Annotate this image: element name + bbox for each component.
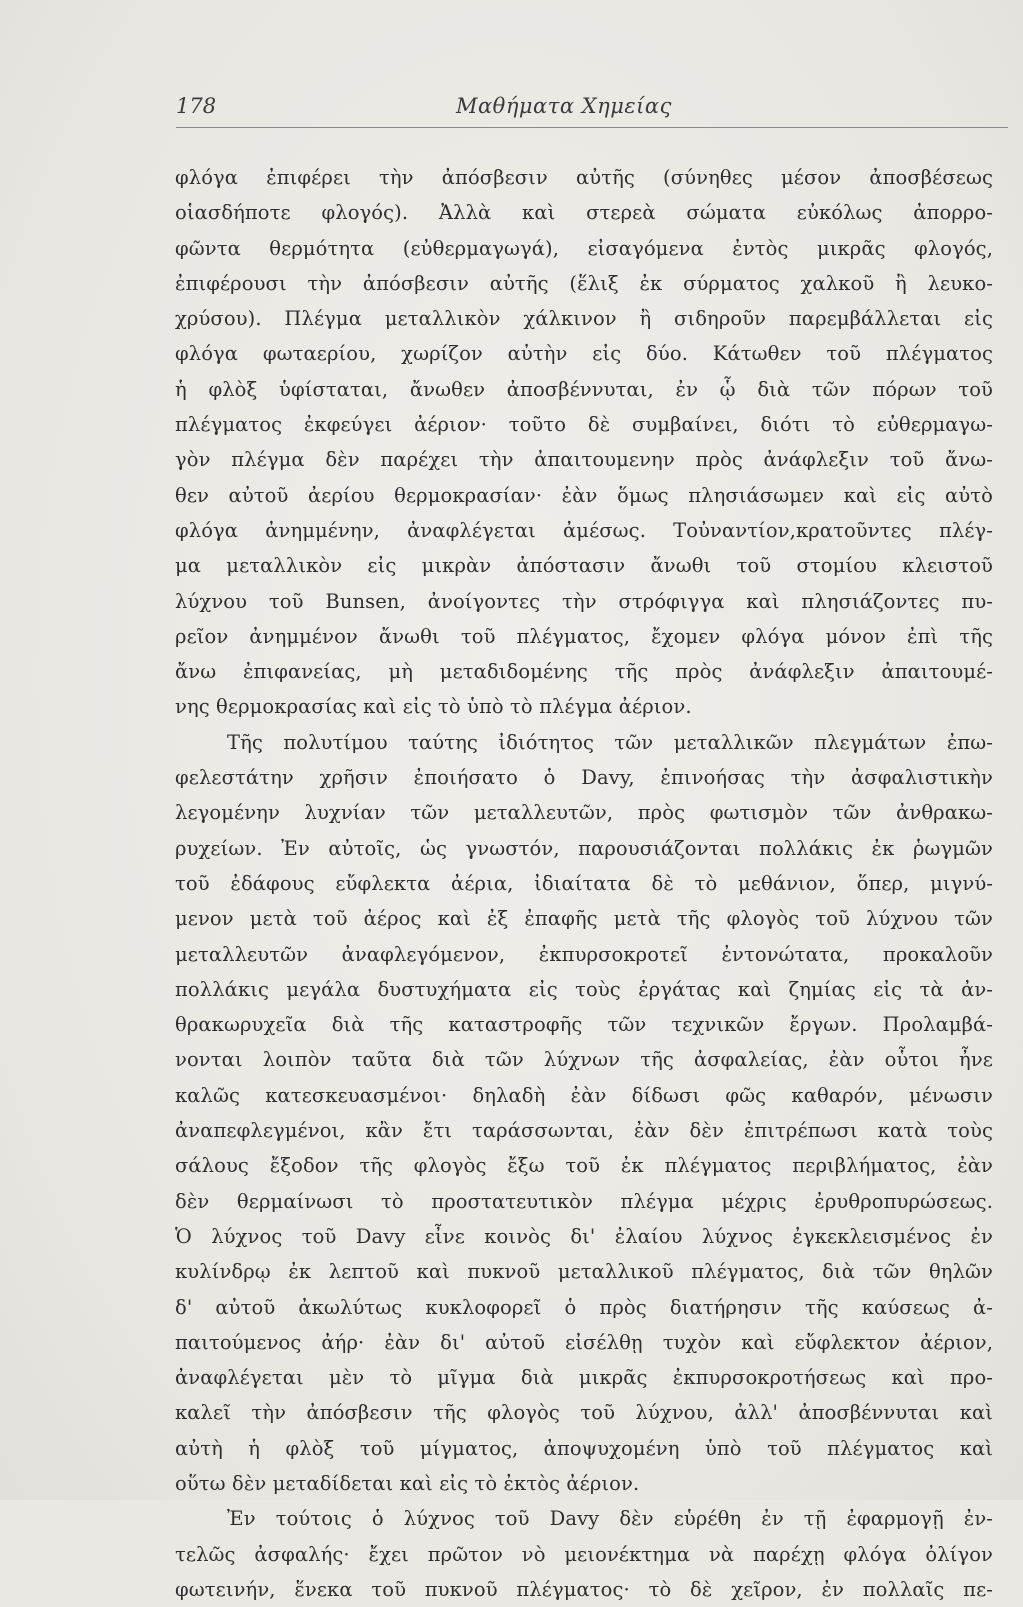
page-header — [176, 94, 1012, 128]
text-line: αὐτὴ ἡ φλὸξ τοῦ μίγματος, ἀποψυχομένη ὑπὸ τοῦ πλέγματος καὶ — [175, 1436, 993, 1460]
text-line: μενον μετὰ τοῦ ἀέρος καὶ ἐξ ἐπαφῆς μετὰ τῆς φλογὸς τοῦ λύχνου τῶν — [175, 907, 993, 931]
text-line: παιτούμενος ἀήρ· ἐὰν δι' αὐτοῦ εἰσέλθῃ τυχὸν καὶ εὔφλεκτον ἀέριον, — [175, 1330, 993, 1354]
text-line: φλόγα ἐπιφέρει τὴν ἀπόσβεσιν αὐτῆς (σύνηθες μέσον ἀποσβέσεως — [175, 166, 993, 189]
text-line: θεν αὐτοῦ ἀερίου θερμοκρασίαν· ἐὰν ὅμως πλησιάσωμεν καὶ εἰς αὐτὸ — [175, 483, 993, 507]
text-line: ἡ φλὸξ ὑφίσταται, ἄνωθεν ἀποσβέννυται, ἐν ᾧ διὰ τῶν πόρων τοῦ — [175, 377, 993, 401]
text-line: φελεστάτην χρῆσιν ἐποιήσατο ὁ Davy, ἐπινοήσας τὴν ἀσφαλιστικὴν — [175, 766, 993, 790]
text-line: νης θερμοκρασίας καὶ εἰς τὸ ὑπὸ τὸ πλέγμα ἀέριον. — [175, 695, 692, 719]
text-line: φῶντα θερμότητα (εὐθερμαγωγά), εἰσαγόμενα ἐντὸς μικρᾶς φλογός, — [175, 236, 993, 260]
text-line: θρακωρυχεῖα διὰ τῆς καταστροφῆς τῶν τεχνικῶν ἔργων. Προλαμβά- — [175, 1013, 993, 1037]
text-line: τοῦ ἐδάφους εὔφλεκτα ἀέρια, ἰδιαίτατα δὲ τὸ μεθάνιον, ὅπερ, μιγνύ- — [175, 871, 993, 895]
text-line: σάλους ἔξοδον τῆς φλογὸς ἔξω τοῦ ἐκ πλέγματος περιβλήματος, ἐὰν — [175, 1154, 993, 1178]
text-line: Τῆς πολυτίμου ταύτης ἰδιότητος τῶν μεταλλικῶν πλεγμάτων ἐπω- — [227, 730, 993, 754]
text-line: φλόγα ἀνημμένην, ἀναφλέγεται ἀμέσως. Τοὐναντίον,κρατοῦντες πλέγ- — [175, 518, 993, 542]
text-line: πλέγματος ἐκφεύγει ἀέριον· τοῦτο δὲ συμβαίνει, διότι τὸ εὐθερμαγω- — [175, 413, 993, 437]
text-line: μεταλλευτῶν ἀναφλεγόμενον, ἐκπυρσοκροτεῖ ἐντονώτατα, προκαλοῦν — [175, 942, 993, 966]
header-rule — [176, 127, 1008, 128]
text-line: ἀναπεφλεγμένοι, κἂν ἔτι ταράσσωνται, ἐὰν δὲν ἐπιτρέπωσι κατὰ τοὺς — [175, 1119, 993, 1143]
text-line: Ἐν τούτοις ὁ λύχνος τοῦ Davy δὲν εὑρέθη ἐν τῇ ἐφαρμογῇ ἐν- — [227, 1507, 993, 1531]
text-line: νονται λοιπὸν ταῦτα διὰ τῶν λύχνων τῆς ἀσφαλείας, ἐὰν οὗτοι ἦνε — [175, 1048, 993, 1072]
text-line: οὕτω δὲν μεταδίδεται καὶ εἰς τὸ ἐκτὸς ἀέριον. — [175, 1471, 640, 1495]
page-number: 178 — [176, 94, 217, 118]
text-line: οἱασδήποτε φλογός). Ἀλλὰ καὶ στερεὰ σώματα εὐκόλως ἀπορρο- — [175, 201, 993, 225]
text-line: ρυχείων. Ἐν αὐτοῖς, ὡς γνωστόν, παρουσιάζονται πολλάκις ἐκ ῥωγμῶν — [175, 836, 993, 860]
text-line: χρύσου). Πλέγμα μεταλλικὸν χάλκινον ἢ σιδηροῦν παρεμβάλλεται εἰς — [175, 307, 993, 331]
text-line: κυλίνδρῳ ἐκ λεπτοῦ καὶ πυκνοῦ μεταλλικοῦ πλέγματος, διὰ τῶν θηλῶν — [175, 1260, 993, 1284]
text-line: γὸν πλέγμα δὲν παρέχει τὴν ἀπαιτουμενην πρὸς ἀνάφλεξιν τοῦ ἄνω- — [175, 448, 993, 472]
text-line: φωτεινήν, ἕνεκα τοῦ πυκνοῦ πλέγματος· τὸ δὲ χεῖρον, ἐν πολλαῖς πε- — [175, 1577, 993, 1601]
running-title: Μαθήματα Χημείας — [456, 94, 672, 118]
text-line: δ' αὐτοῦ ἀκωλύτως κυκλοφορεῖ ὁ πρὸς διατήρησιν τῆς καύσεως ἀ- — [175, 1295, 993, 1319]
text-line: τελῶς ἀσφαλής· ἔχει πρῶτον νὸ μειονέκτημα νὰ παρέχῃ φλόγα ὀλίγον — [175, 1542, 993, 1566]
text-line: Ὁ λύχνος τοῦ Davy εἶνε κοινὸς δι' ἐλαίου λύχνος ἐγκεκλεισμένος ἐν — [175, 1224, 993, 1248]
text-line: φλόγα φωταερίου, χωρίζον αὐτὴν εἰς δύο. Κάτωθεν τοῦ πλέγματος — [175, 342, 993, 366]
text-line: λύχνου τοῦ Bunsen, ἀνοίγοντες τὴν στρόφιγγα καὶ πλησιάζοντες πυ- — [175, 589, 993, 613]
body-text — [175, 160, 993, 1607]
text-line: δὲν θερμαίνωσι τὸ προστατευτικὸν πλέγμα μέχρις ἐρυθροπυρώσεως. — [175, 1189, 993, 1213]
text-line: ρεῖον ἀνημμένον ἄνωθι τοῦ πλέγματος, ἔχομεν φλόγα μόνον ἐπὶ τῆς — [175, 624, 993, 648]
text-line: καλῶς κατεσκευασμένοι· δηλαδὴ ἐὰν δίδωσι φῶς καθαρόν, μένωσιν — [175, 1083, 993, 1107]
text-line: πολλάκις μεγάλα δυστυχήματα εἰς τοὺς ἐργάτας καὶ ζημίας εἰς τὰ ἀν- — [175, 977, 993, 1001]
text-line: λεγομένην λυχνίαν τῶν μεταλλευτῶν, πρὸς φωτισμὸν τῶν ἀνθρακω- — [175, 801, 993, 825]
text-line: ἐπιφέρουσι τὴν ἀπόσβεσιν αὐτῆς (ἕλιξ ἐκ σύρματος χαλκοῦ ἢ λευκο- — [175, 271, 993, 295]
text-line: καλεῖ τὴν ἀπόσβεσιν τῆς φλογὸς τοῦ λύχνου, ἀλλ' ἀποσβέννυται καὶ — [175, 1401, 993, 1425]
text-line: μα μεταλλικὸν εἰς μικρὰν ἀπόστασιν ἄνωθι τοῦ στομίου κλειστοῦ — [175, 554, 993, 578]
text-line: ἀναφλέγεται μὲν τὸ μῖγμα διὰ μικρᾶς ἐκπυρσοκροτήσεως καὶ προ- — [175, 1366, 993, 1390]
text-line: ἄνω ἐπιφανείας, μὴ μεταδιδομένης τῆς πρὸς ἀνάφλεξιν ἀπαιτουμέ- — [175, 660, 993, 684]
